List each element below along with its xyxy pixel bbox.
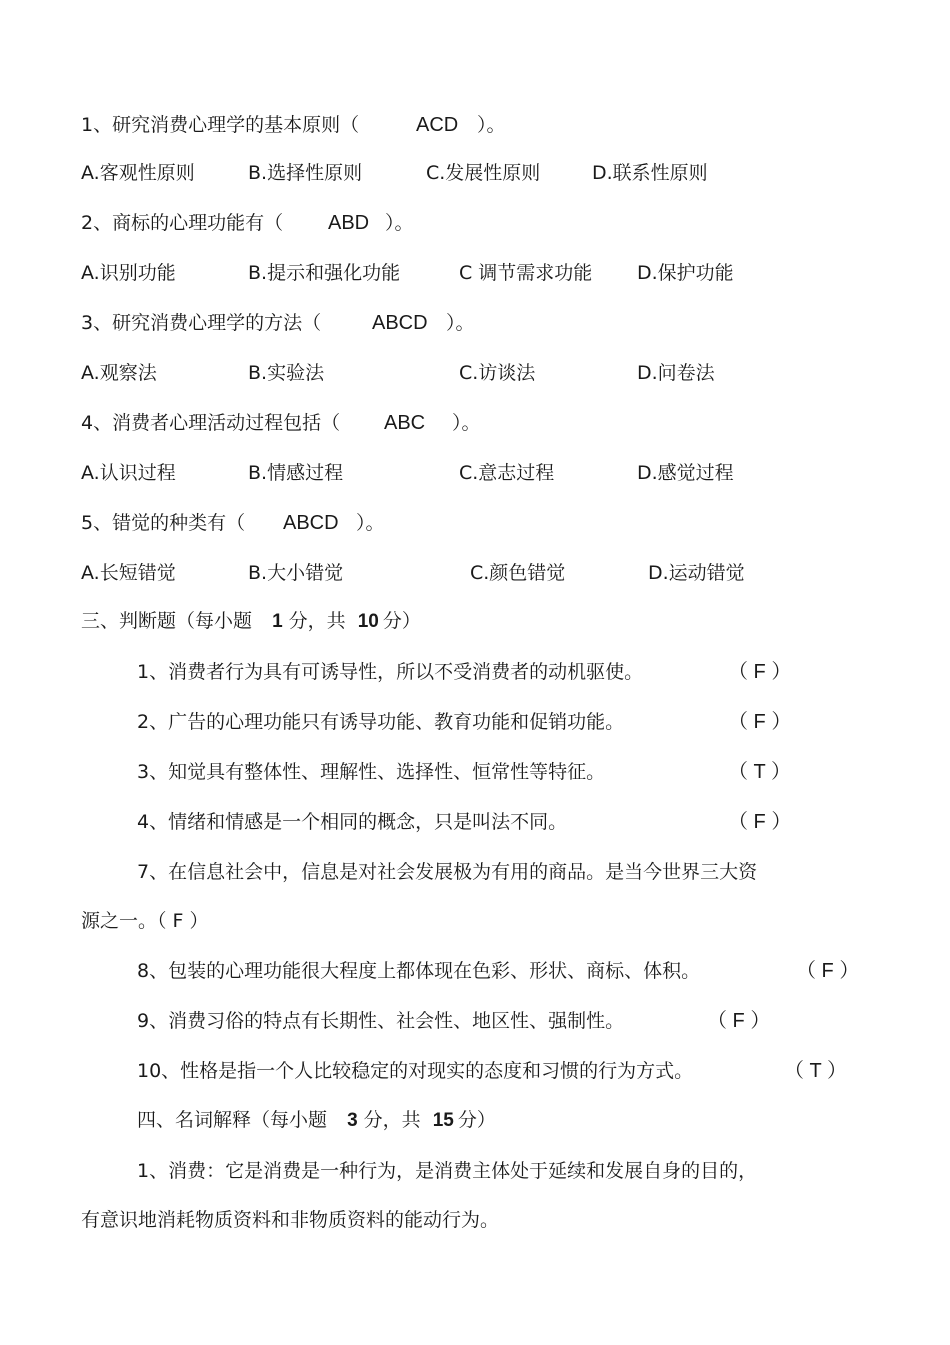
heading-part: 分，共 [363,1109,421,1131]
option: C.发展性原则 [426,162,541,184]
tf-item: 1、消费者行为具有可诱导性，所以不受消费者的动机驱使。 [137,661,644,683]
option: D.运动错觉 [648,562,745,584]
answer: ACD [416,114,459,136]
mc-question-3 [81,311,321,335]
tf-answer: （ F ） [728,661,792,683]
question-suffix: ）。 [385,212,414,234]
tf-item-continuation: 源之一。（ F ） [81,910,209,932]
tf-answer: （ T ） [784,1060,847,1082]
definition-line-1: 1、消费：它是消费是一种行为，是消费主体处于延续和发展自身的目的， [137,1160,758,1182]
heading-part: 四、名词解释（每小题 [137,1109,328,1131]
option: D.问卷法 [637,362,715,384]
question-text: 2、商标的心理功能有（ [81,212,284,234]
tf-answer: （ T ） [728,761,791,783]
option: C.颜色错觉 [470,562,566,584]
tf-answer: （ F ） [707,1010,771,1032]
section-heading-true-false [81,609,421,634]
option: B.情感过程 [248,462,344,484]
question-text: 4、消费者心理活动过程包括（ [81,412,341,434]
mc-question-5 [81,511,245,535]
tf-item: 4、情绪和情感是一个相同的概念，只是叫法不同。 [137,811,568,833]
option: C.访谈法 [459,362,536,384]
tf-item: 10、性格是指一个人比较稳定的对现实的态度和习惯的行为方式。 [137,1060,694,1082]
option: C 调节需求功能 [459,262,593,284]
mc-question-1 [81,113,359,137]
tf-item: 3、知觉具有整体性、理解性、选择性、恒常性等特征。 [137,761,606,783]
tf-item: 2、广告的心理功能只有诱导功能、教育功能和促销功能。 [137,711,625,733]
heading-part: 三、判断题（每小题 [81,610,253,632]
tf-item: 7、在信息社会中，信息是对社会发展极为有用的商品。是当今世界三大资 [137,861,758,883]
tf-answer: （ F ） [728,711,792,733]
option: A.长短错觉 [81,562,176,584]
option: A.客观性原则 [81,162,195,184]
option: A.认识过程 [81,462,176,484]
option: B.提示和强化功能 [248,262,401,284]
heading-number: 3 [347,1110,358,1131]
tf-answer: （ F ） [728,811,792,833]
heading-number: 1 [272,611,283,632]
option: D.联系性原则 [592,162,708,184]
question-suffix: ）。 [446,312,475,334]
question-suffix: ）。 [477,114,506,136]
definition-line-2: 有意识地消耗物质资料和非物质资料的能动行为。 [81,1209,500,1231]
question-suffix: ）。 [356,512,385,534]
option: C.意志过程 [459,462,555,484]
answer: ABCD [372,312,428,334]
question-suffix: ）。 [452,412,481,434]
tf-item: 9、消费习俗的特点有长期性、社会性、地区性、强制性。 [137,1010,625,1032]
option: D.保护功能 [637,262,734,284]
section-heading-definitions [137,1108,496,1133]
answer: ABC [384,412,426,434]
question-text: 3、研究消费心理学的方法（ [81,312,322,334]
heading-part: 分，共 [288,610,346,632]
answer: ABD [328,212,370,234]
option: B.实验法 [248,362,325,384]
option: B.大小错觉 [248,562,344,584]
tf-answer: （ F ） [796,960,860,982]
question-text: 1、研究消费心理学的基本原则（ [81,114,360,136]
option: A.观察法 [81,362,157,384]
mc-question-2 [81,211,283,235]
heading-part: 分） [457,1109,496,1131]
question-text: 5、错觉的种类有（ [81,512,246,534]
option: D.感觉过程 [637,462,734,484]
answer: ABCD [283,512,339,534]
heading-number: 15 [432,1110,454,1131]
option: A.识别功能 [81,262,176,284]
heading-part: 分） [382,610,421,632]
option: B.选择性原则 [248,162,363,184]
heading-number: 10 [357,611,379,632]
tf-item: 8、包装的心理功能很大程度上都体现在色彩、形状、商标、体积。 [137,960,701,982]
mc-question-4 [81,411,340,435]
